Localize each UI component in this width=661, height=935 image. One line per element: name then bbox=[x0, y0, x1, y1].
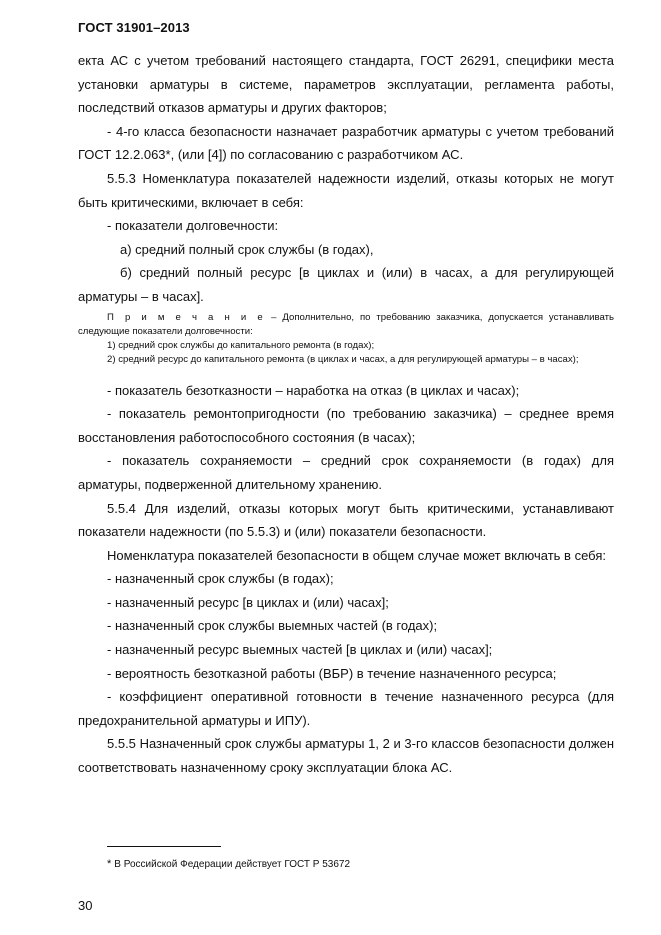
list-item: - показатели долговечности: bbox=[107, 218, 279, 234]
page-number: 30 bbox=[78, 898, 93, 913]
list-item: - назначенный ресурс [в циклах и (или) часах]; bbox=[107, 594, 389, 610]
footnote-divider bbox=[107, 846, 221, 847]
list-item: - показатель безотказности – наработка на отказ (в циклах и часах); bbox=[107, 382, 520, 398]
section-5-5-4: 5.5.4 Для изделий, отказы которых могут быть критическими, устанавливают показатели надежности (по 5.5.3) и (или) показатели безопасности. bbox=[78, 500, 614, 540]
note-item: 1) средний срок службы до капитального ремонта (в годах); bbox=[107, 339, 375, 351]
list-item: - назначенный срок службы выемных частей (в годах); bbox=[107, 618, 438, 634]
note-block bbox=[78, 311, 614, 367]
note-text: – Дополнительно, по требованию заказчика, допускается устанавливать следующие показатели долговечности: bbox=[78, 311, 614, 337]
list-item: - коэффициент оперативной готовности в течение назначенного ресурса (для предохранительной арматуры и ИПУ). bbox=[78, 689, 614, 728]
list-item: а) средний полный срок службы (в годах), bbox=[120, 241, 374, 257]
paragraph: Номенклатура показателей безопасности в общем случае может включать в себя: bbox=[107, 547, 606, 563]
section-5-5-5: 5.5.5 Назначенный срок службы арматуры 1, 2 и 3-го классов безопасности должен соответствовать назначенному сроку эксплуатации блока АС. bbox=[78, 736, 614, 776]
page-body bbox=[78, 49, 614, 780]
list-item: - назначенный ресурс выемных частей [в циклах и (или) часах]; bbox=[107, 642, 493, 658]
list-item: - назначенный срок службы (в годах); bbox=[107, 571, 334, 587]
footnote-text: В Российской Федерации действует ГОСТ Р 53672 bbox=[114, 859, 351, 870]
footnote-marker: * bbox=[107, 858, 112, 870]
list-item: б) средний полный ресурс [в циклах и (или) в часах, а для регулирующей арматуры – в часах]. bbox=[78, 265, 614, 304]
list-item: - вероятность безотказной работы (ВБР) в течение назначенного ресурса; bbox=[107, 665, 557, 681]
paragraph: - 4-го класса безопасности назначает разработчик арматуры с учетом требований ГОСТ 12.2.063*, (или [4]) по согласованию с разработчиком АС. bbox=[78, 123, 614, 163]
note-item: 2) средний ресурс до капитального ремонта (в циклах и часах, а для регулирующей арматуры – в часах); bbox=[107, 353, 579, 365]
list-item: - показатель ремонтопригодности (по требованию заказчика) – среднее время восстановления работоспособного состояния (в часах); bbox=[78, 406, 614, 445]
footnote bbox=[107, 857, 350, 872]
list-item: - показатель сохраняемости – средний срок сохраняемости (в годах) для арматуры, подверженной длительному хранению. bbox=[78, 453, 614, 492]
section-5-5-3: 5.5.3 Номенклатура показателей надежности изделий, отказы которых не могут быть критическими, включает в себя: bbox=[78, 170, 614, 210]
paragraph: екта АС с учетом требований настоящего стандарта, ГОСТ 26291, специфики места установки арматуры в системе, параметров эксплуатации, регламента работы, последствий отказов арматуры и других факторов; bbox=[78, 53, 614, 116]
document-header: ГОСТ 31901–2013 bbox=[78, 20, 190, 35]
note-label: П р и м е ч а н и е bbox=[107, 311, 266, 323]
